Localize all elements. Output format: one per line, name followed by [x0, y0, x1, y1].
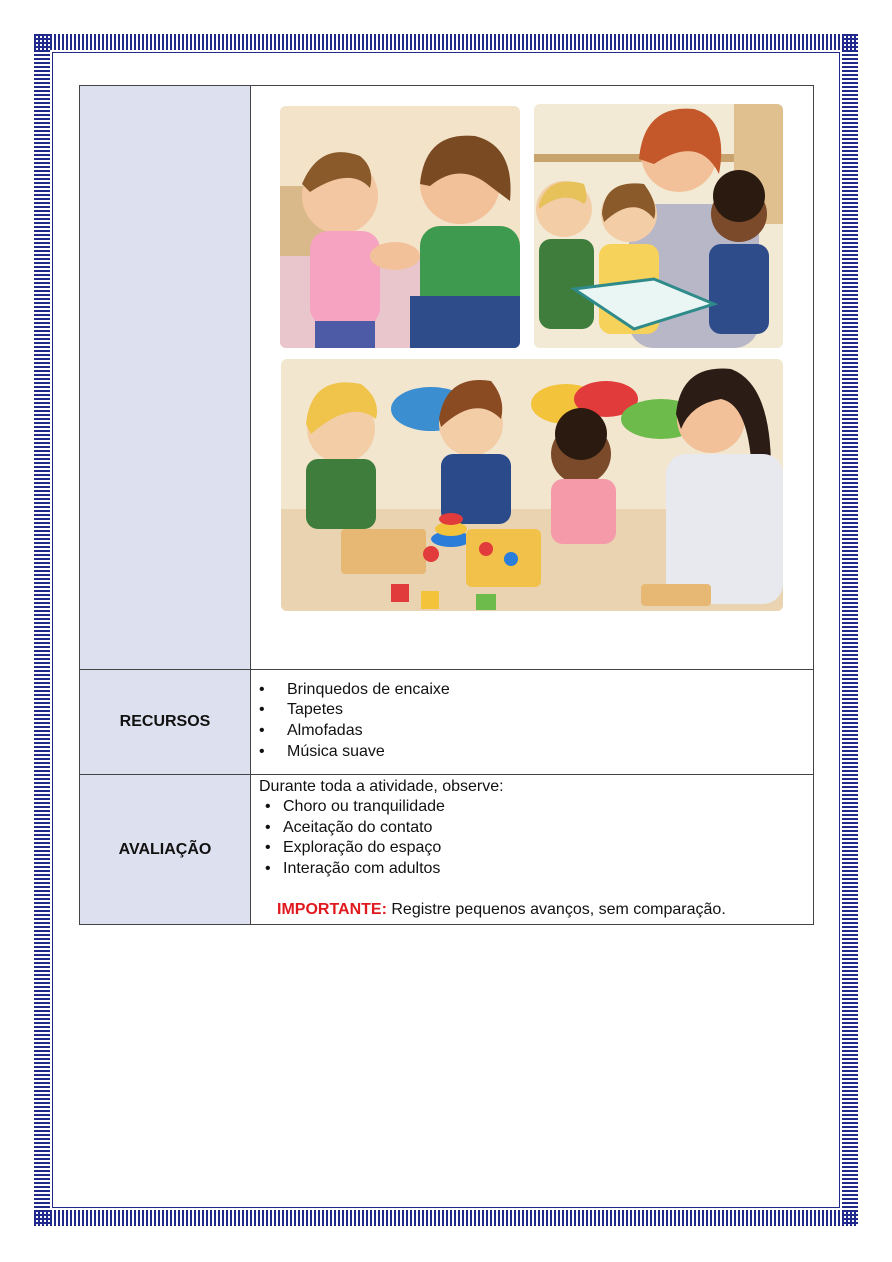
evaluation-intro: Durante toda a atividade, observe:	[259, 778, 504, 795]
page-border-left	[34, 34, 50, 1226]
resources-content	[251, 670, 814, 775]
caregiver-holding-toddler-hands-illustration	[280, 106, 520, 348]
list-item: • Interação com adultos	[277, 859, 805, 880]
page-border-right	[842, 34, 858, 1226]
evaluation-list	[259, 797, 805, 879]
evaluation-label: AVALIAÇÃO	[80, 775, 251, 925]
illustrations-label-cell	[80, 86, 251, 670]
list-item: • Almofadas	[279, 721, 813, 742]
resources-label: RECURSOS	[80, 670, 251, 775]
important-text: Registre pequenos avanços, sem comparação.	[386, 901, 726, 919]
resources-row	[80, 670, 814, 775]
list-item: • Brinquedos de encaixe	[279, 680, 813, 701]
list-item: • Exploração do espaço	[277, 838, 805, 859]
important-label: IMPORTANTE:	[277, 901, 387, 919]
list-item: • Choro ou tranquilidade	[277, 797, 805, 818]
important-note	[259, 900, 805, 920]
list-item: • Tapetes	[279, 700, 813, 721]
resources-list	[251, 680, 813, 762]
evaluation-row	[80, 775, 814, 925]
teacher-reading-book-to-children-illustration	[534, 104, 783, 348]
list-item: • Aceitação do contato	[277, 818, 805, 839]
page-border-top	[34, 34, 858, 50]
list-item: • Música suave	[279, 742, 813, 763]
evaluation-content	[251, 775, 814, 925]
teacher-with-children-playing-toys-illustration	[281, 359, 783, 611]
page-border-bottom	[34, 1210, 858, 1226]
